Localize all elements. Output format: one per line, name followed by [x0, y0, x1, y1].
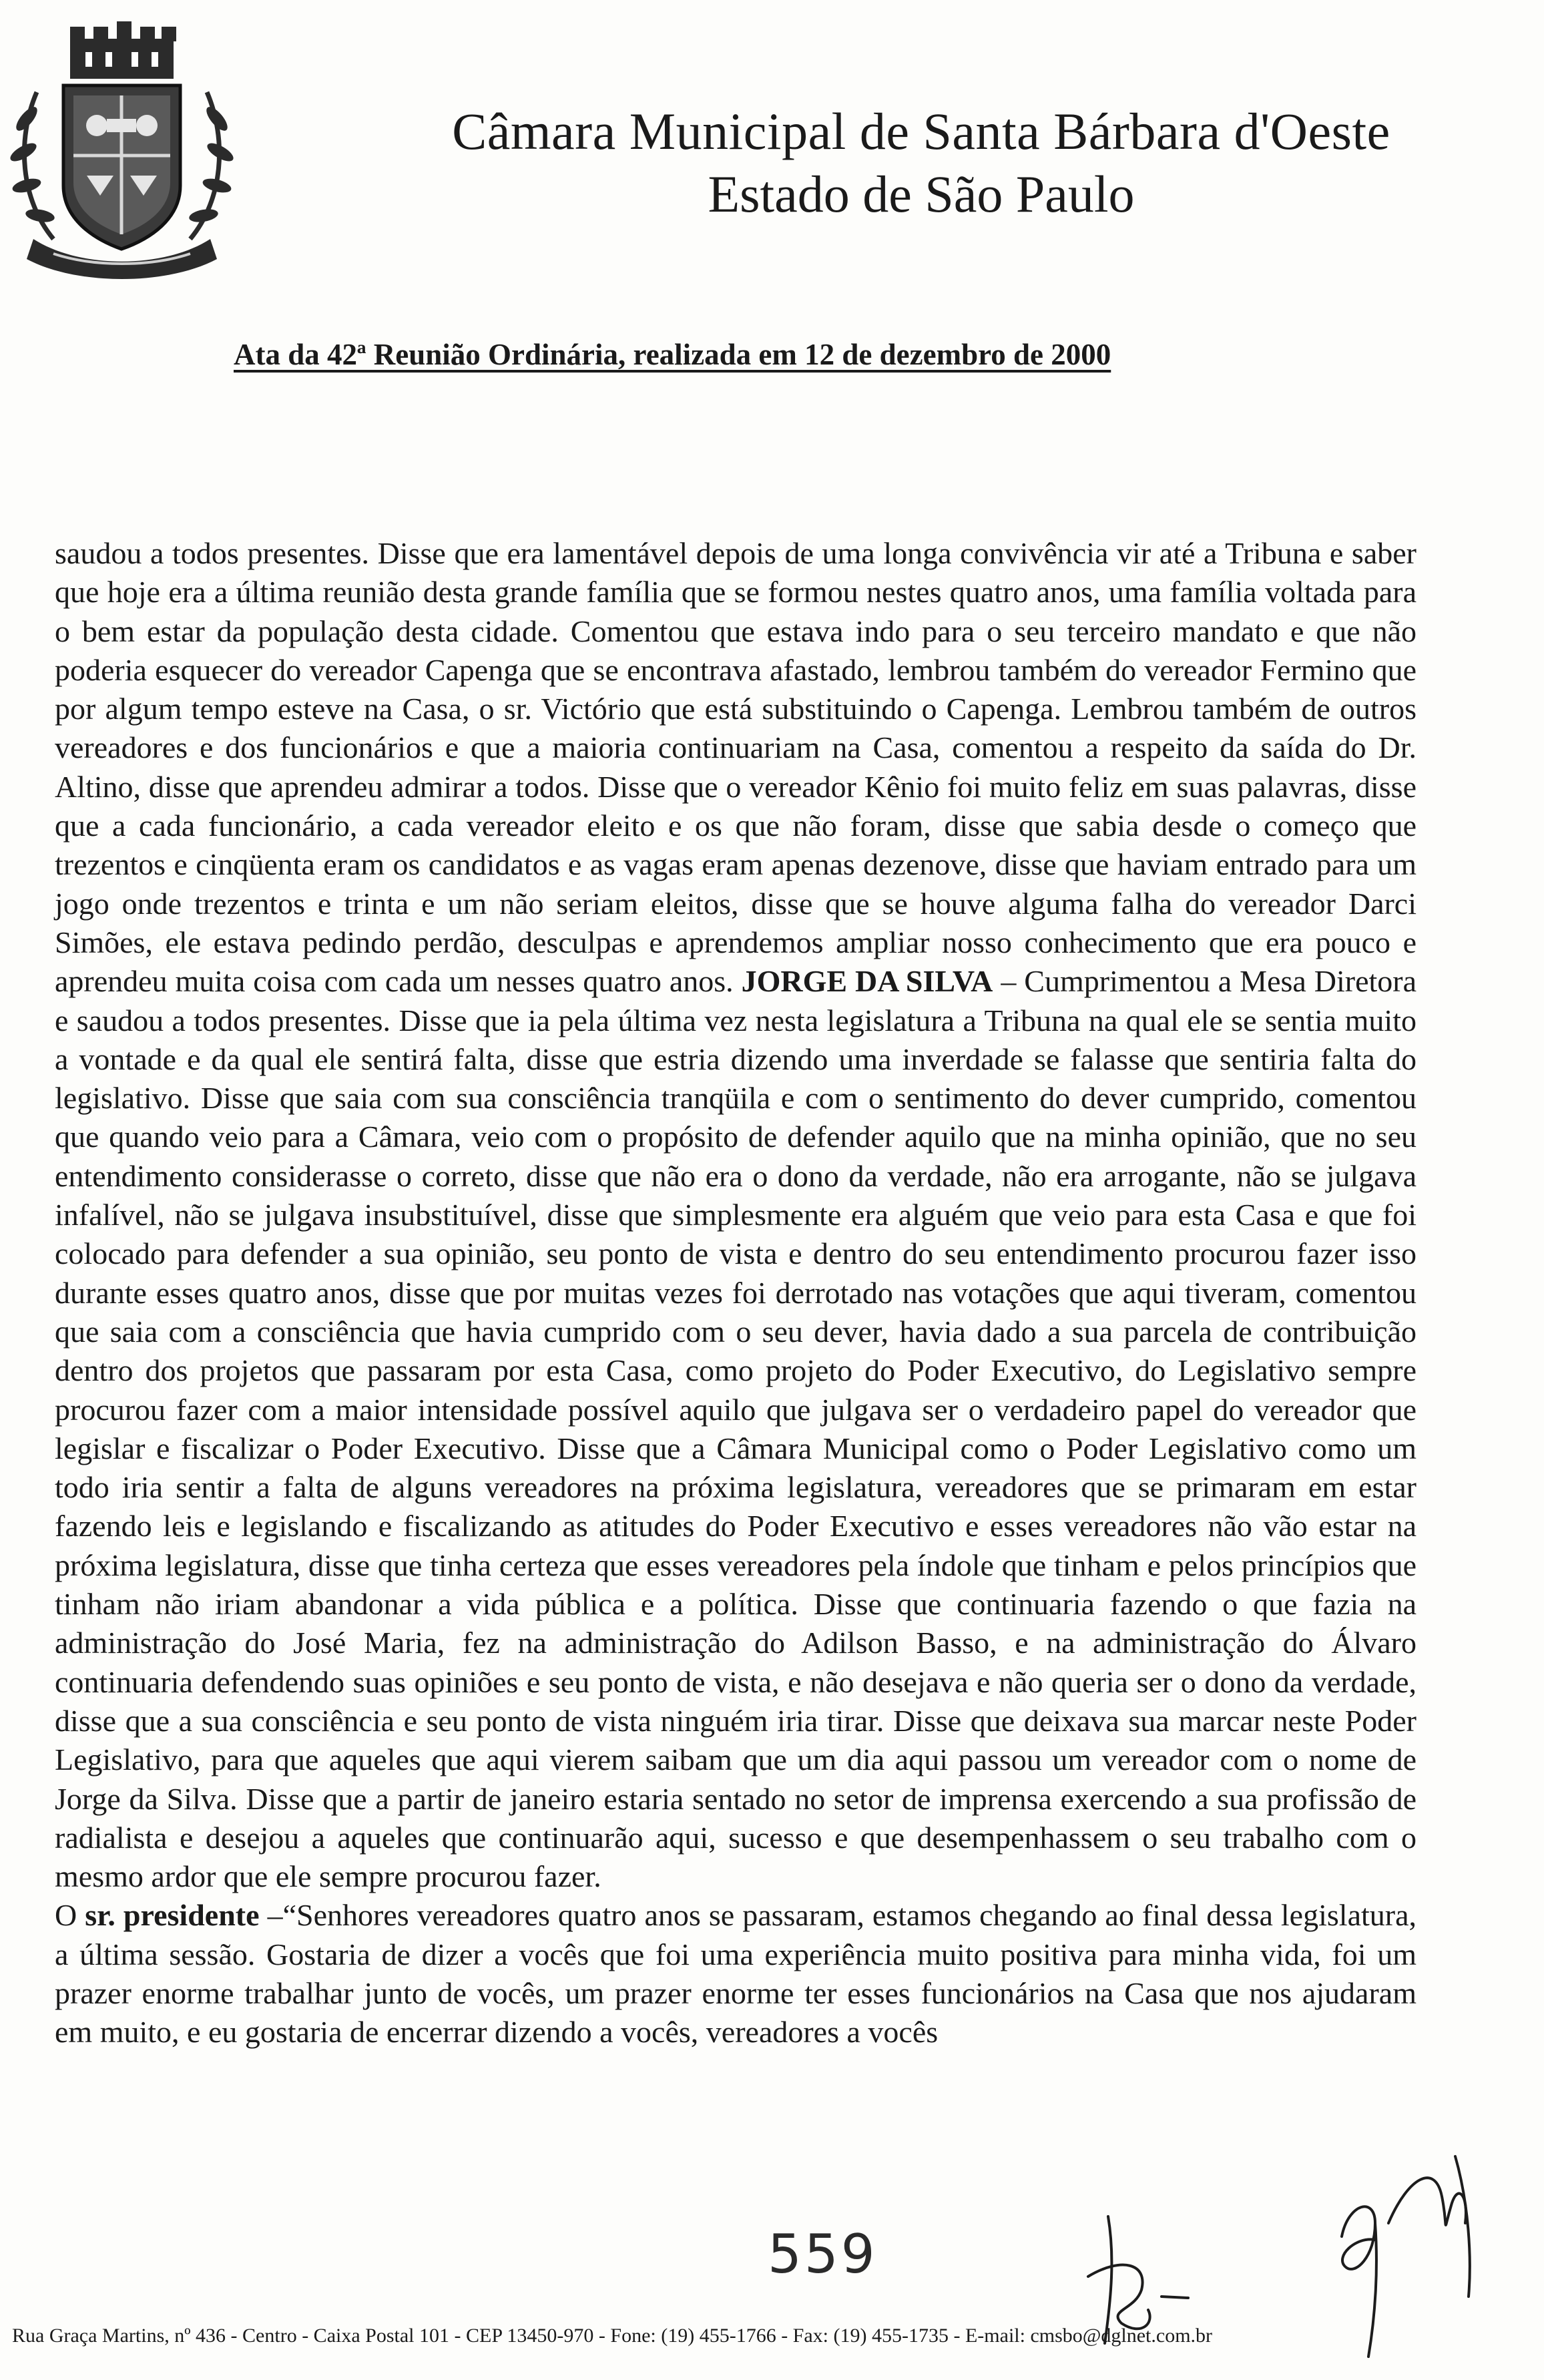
speaker-name: sr. presidente: [85, 1898, 260, 1933]
paragraph: [55, 534, 1417, 1896]
institution-header: [374, 100, 1469, 226]
minutes-body: [55, 534, 1417, 2052]
municipal-coat-of-arms-icon: [7, 19, 237, 286]
page-number: 559: [768, 2223, 878, 2285]
paragraph-text: saudou a todos presentes. Disse que era lamentável depois de uma longa convivência vir até a Tribuna e saber que hoje era a última reunião desta grande família que se formou nestes quatro anos, uma família voltada para o bem estar da população desta cidade. Comentou que estava indo para o seu terceiro mandato e que não poderia esquecer do vereador Capenga que se encontrava afastado, lembrou também do vereador Fermino que por algum tempo esteve na Casa, o sr. Victório que está substituindo o Capenga. Lembrou também de outros vereadores e dos funcionários e que a maioria continuariam na Casa, comentou a respeito da saída do Dr. Altino, disse que aprendeu admirar a todos. Disse que o vereador Kênio foi muito feliz em suas palavras, disse que a cada funcionário, a cada vereador eleito e os que não foram, disse que sabia desde o começo que trezentos e cinqüenta eram os candidatos e as vagas eram apenas dezenove, disse que haviam entrado para um jogo onde trezentos e trinta e um não seriam eleitos, disse que se houve alguma falha do vereador Darci Simões, ele estava pedindo perdão, desculpas e aprendemos ampliar nosso conhecimento que era pouco e aprendeu muita coisa com cada um nesses quatro anos.: [55, 536, 1417, 999]
paragraph-prefix: O: [55, 1898, 77, 1933]
footer-address: Rua Graça Martins, nº 436 - Centro - Caixa Postal 101 - CEP 13450-970 - Fone: (19) 455-1766 - Fax: (19) 455-1735 - E-mail: cmsbo@dglnet.com.br: [12, 2325, 1213, 2347]
paragraph-text: –“Senhores vereadores quatro anos se passaram, estamos chegando ao final dessa legislatura, a última sessão. Gostaria de dizer a vocês que foi uma experiência muito positiva para minha vida, foi um prazer enorme trabalhar junto de vocês, um prazer enorme ter esses funcionários na Casa que nos ajudaram em muito, e eu gostaria de encerrar dizendo a vocês, vereadores a vocês: [55, 1898, 1417, 2050]
document-title: Ata da 42ª Reunião Ordinária, realizada em 12 de dezembro de 2000: [234, 338, 1111, 371]
institution-name: Câmara Municipal de Santa Bárbara d'Oeste: [452, 102, 1390, 160]
paragraph: [55, 1896, 1417, 2052]
speaker-name: JORGE DA SILVA: [741, 964, 993, 999]
paragraph-text: – Cumprimentou a Mesa Diretora e saudou a todos presentes. Disse que ia pela última vez nesta legislatura a Tribuna na qual ele se sentia muito a vontade e da qual ele sentirá falta, disse que estria dizendo uma inverdade se falasse que sentiria falta do legislativo. Disse que saia com sua consciência tranqüila e com o sentimento do dever cumprido, comentou que quando veio para a Câmara, veio com o propósito de defender aquilo que na minha opinião, que no seu entendimento considerasse o correto, disse que não era o dono da verdade, não era arrogante, não se julgava infalível, não se julgava insubstituível, disse que simplesmente era alguém que veio para esta Casa e que foi colocado para defender a sua opinião, seu ponto de vista e dentro do seu entendimento procurou fazer isso durante esses quatro anos, disse que por muitas vezes foi derrotado nas votações que aqui tiveram, comentou que saia com a consciência que havia cumprido com o seu dever, havia dado a sua parcela de contribuição dentro dos projetos que passaram por esta Casa, como projeto do Poder Executivo, do Legislativo sempre procurou fazer com a maior intensidade possível aquilo que julgava ser o verdadeiro papel do vereador que legislar e fiscalizar o Poder Executivo. Disse que a Câmara Municipal como o Poder Legislativo como um todo iria sentir a falta de alguns vereadores na próxima legislatura, vereadores que se primaram em estar fazendo leis e legislando e fiscalizando as atitudes do Poder Executivo e esses vereadores não vão estar na próxima legislatura, disse que tinha certeza que esses vereadores pela índole que tinham e pelos princípios que tinham não iriam abandonar a vida pública e a política. Disse que continuaria fazendo o que fazia na administração do José Maria, fez na administração do Adilson Basso, e na administração do Álvaro continuaria defendendo suas opiniões e seu ponto de vista, e não desejava e não queria ser o dono da verdade, disse que a sua consciência e seu ponto de vista ninguém iria tirar. Disse que deixava sua marcar neste Poder Legislativo, para que aqueles que aqui vierem saibam que um dia aqui passou um vereador com o nome de Jorge da Silva. Disse que a partir de janeiro estaria sentado no setor de imprensa exercendo a sua profissão de radialista e desejou a aqueles que continuarão aqui, sucesso e que desempenhassem o seu trabalho com o mesmo ardor que ele sempre procurou fazer.: [55, 964, 1417, 1894]
institution-state: Estado de São Paulo: [708, 165, 1135, 223]
